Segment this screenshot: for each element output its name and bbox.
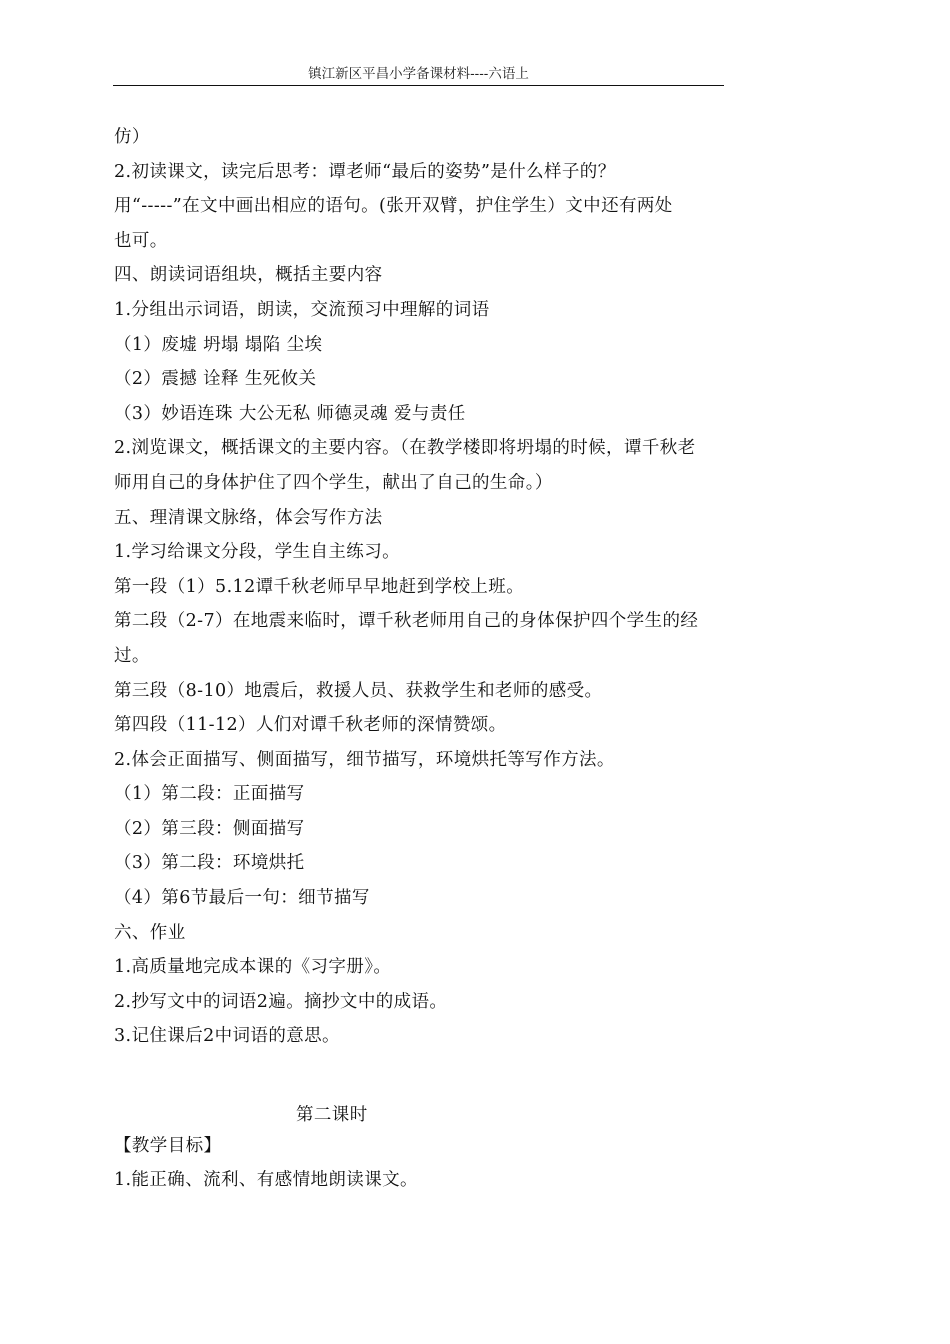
text-line: 2.体会正面描写、侧面描写，细节描写，环境烘托等写作方法。 — [114, 749, 615, 770]
text-line: 第四段（11-12）人们对谭千秋老师的深情赞颂。 — [114, 715, 507, 736]
blank-line — [114, 1054, 734, 1089]
header-rule — [113, 85, 724, 86]
text-line: 过。 — [114, 645, 150, 666]
text-line: 第二段（2-7）在地震来临时，谭千秋老师用自己的身体保护四个学生的经 — [114, 611, 699, 632]
objective-item: 1.能正确、流利、有感情地朗读课文。 — [114, 1170, 418, 1191]
section-heading: 四、朗读词语组块，概括主要内容 — [114, 265, 383, 286]
section-heading: 五、理清课文脉络，体会写作方法 — [114, 507, 383, 528]
text-line: 3.记住课后2中词语的意思。 — [114, 1026, 340, 1047]
text-line: （2）震撼 诠释 生死攸关 — [114, 369, 317, 390]
text-line: 2.浏览课文，概括课文的主要内容。（在教学楼即将坍塌的时候，谭千秋老 — [114, 438, 696, 459]
text-line: 第一段（1）5.12谭千秋老师早早地赶到学校上班。 — [114, 576, 525, 597]
text-line: （4）第6节最后一句：细节描写 — [114, 888, 370, 909]
text-line: （2）第三段：侧面描写 — [114, 818, 305, 839]
text-line: 2.抄写文中的词语2遍。摘抄文中的成语。 — [114, 991, 448, 1012]
text-line: （3）第二段：环境烘托 — [114, 853, 305, 874]
text-line: 1.学习给课文分段，学生自主练习。 — [114, 542, 400, 563]
text-line: 第三段（8-10）地震后，救援人员、获救学生和老师的感受。 — [114, 680, 603, 701]
text-line: 也可。 — [114, 230, 168, 251]
text-line: （1）废墟 坍塌 塌陷 尘埃 — [114, 334, 323, 355]
text-line: （3）妙语连珠 大公无私 师德灵魂 爱与责任 — [114, 403, 466, 424]
objectives-heading: 【教学目标】 — [114, 1135, 222, 1156]
text-line: 用“-----”在文中画出相应的语句。(张开双臂，护住学生）文中还有两处 — [114, 196, 673, 217]
text-line: 1.高质量地完成本课的《习字册》。 — [114, 957, 392, 978]
page-header: 镇江新区平昌小学备课材料----六语上 — [308, 66, 529, 82]
document-body — [114, 120, 734, 1198]
lesson-title: 第二课时 — [296, 1104, 368, 1125]
text-line: 仿） — [114, 127, 150, 147]
text-line: 1.分组出示词语，朗读，交流预习中理解的词语 — [114, 299, 490, 320]
section-heading: 六、作业 — [114, 922, 186, 943]
text-line: 2.初读课文，读完后思考：谭老师“最后的姿势”是什么样子的？ — [114, 161, 616, 182]
text-line: （1）第二段：正面描写 — [114, 784, 305, 805]
text-line: 师用自己的身体护住了四个学生，献出了自己的生命。） — [114, 472, 553, 493]
